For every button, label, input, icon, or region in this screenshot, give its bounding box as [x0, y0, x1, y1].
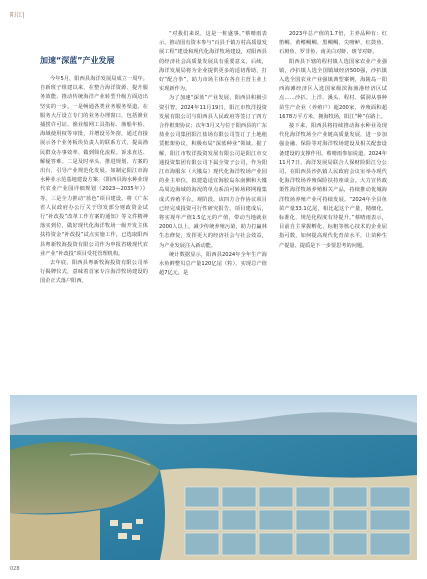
paragraph: 为了加速“深蓝”产业发展，阳西县积极引资引智。2024年11月19日，阳江市牧洋投资发展有限公司与阳西县人民政府等签订了四方合作框架协议；次年3月又与位于阳西县的广东盐业公司集团阳江盐场有限公司签订了土地租赁框架协议，积极布局“深蓝种业”领域。据了解，阳江市牧洋投资发展有限公司是阳江市交通投资集团有限公司下属全资子公司，作为阳江市海服东（大镬岛）现代化海洋牧场产业园的业主单位，拟建造适宜海胶岛东南侧和大镬岛周边海域的海况的单点系泊可转场移网箱集成式养殖平台。观阶段，该四方合作协议项目已经完成投资可行性研究报告。项目建成后，将实现年产值1.5亿元的产值，带动当地就业2000人以上，减少传统养殖污染，助力打赢林生态修复，发挥更大的经济社会与社会效益，为产业发展注入新动能。 [159, 95, 267, 249]
paragraph: 接下来，阳西县将持续推动海水种业及现代化海洋牧场全产业链高质量发展，进一步加强金融、保险等对海洋牧场建设及相关配套设备建设的支撑作用。蔡晴雨参加说道，2024年11月7日，海洋发展局联合人保财险阳江分公司，在阳西县沙扒镇人民政府会议室举办现代化海洋牧场养殖保险扶持座谈会。大力宣传政策性海洋牧场养殖相关产品，持续推动优城海洋牧场养殖产业可持续发展。“2024年全县鱼苗产量33.1亿尾，相比起这个产量，精细化、标准化、规范化程度有待提升。”蔡晴雨表示，目前自主掌握孵化、标粗等核心技术的企业屈指可数，如何提高现代化育苗水平，让苗种生产提量、提质是下一步要思考的问题。 [279, 123, 387, 249]
aerial-photo [10, 395, 417, 560]
article-title: 加速“深蓝”产业发展 [40, 56, 115, 65]
text-column-1 [40, 75, 148, 387]
paragraph: “对我们来说，这是一桩盛事。”蔡晴雨表示，推动国有资本参与“百县千镇万村高质量发展工程”建设和现代化海洋牧场建设，对阳西县的经济社会高质量发展具有重要意义，后续，海洋发展局将为企业提供更多的适切帮助，打好“配合拳”，助力市场主体在各自主营主业上实现新作为。 [159, 31, 267, 93]
paragraph: 去年底，阳西县粤新牧海投资有限公司举行揭牌仪式，意味着首家专注海洋牧场建设的国企正式落户阳西。 [40, 260, 148, 285]
aerial-coast-illustration [10, 395, 417, 560]
text-column-3 [279, 30, 387, 387]
page-number: 028 [10, 566, 20, 572]
paragraph: 阳西县下辖的程村镇人选国家农业产业强镇，沙扒镇人选全国镇域经济500强，沙扒镇入选全国农业产业强镇典型案例，海陵岛一阳西海滩经济区入选国家级滨海渔港经济区试点……沙扒、上洋、溪头、程村、儒洞从事种苗生产企业（养殖户）超200家，养殖面积超1678万平方米，拥海牧场，阳江“种”在路上。 [279, 58, 387, 120]
paragraph: 今年5月，阳西县海洋发展局成立一周年。自新班子组建以来，在整合海洋资源、提升服务效能、推动传统海洋产业转型升级方面迈出坚实的一步。一是畅通各类业务服务渠道。在服务大厅设立专门的业务办理窗口，包括渔业捕捞许可证、渔业船网工具指标、渔船年检、海域使用权等审批，并增设另外窗，通过直接展示各个业务板块负责人的联系方式，提高渔民群众办事效率、做到简化流程。诉求直达、解疑答难。二是及时举头、推进规划、方案的出台，引导产业规范化发展。如制定阳江市海水种业示范基地建设方案、《阳西县海水种业现代农业产业园详细规划（2023—2035年）》等。三是全力推动“蓝色”项目建设。将《广东省人民政府办公厅关于印发部分财政资金试行“补改投”改革工作方案的通知》等文件精神落实到位，做好现代化海洋牧场一级开发主体扶持资金“补改投”试点实施工作，已选取阳西县粤新牧海投资有限公司作为申报省级现代农业产业“补改投”项目受托管理机构。 [40, 76, 148, 257]
section-tag: 阳江| [10, 12, 25, 19]
paragraph: 2023年总产值的1.7倍，主养品种有：红笛鲷、黄鳍鲷鲷、黑鲷鲷、尖吻鲈、红鼓鱼、石斑鱼、罗非鱼、南美白对虾、斑节对虾。 [279, 31, 387, 56]
paragraph: 统计数据显示，阳西县2024年全年生产海水鱼鲜整贝总产量120亿尾（粒），实现总产值超7亿元，是 [159, 251, 267, 277]
text-column-2 [159, 30, 267, 387]
